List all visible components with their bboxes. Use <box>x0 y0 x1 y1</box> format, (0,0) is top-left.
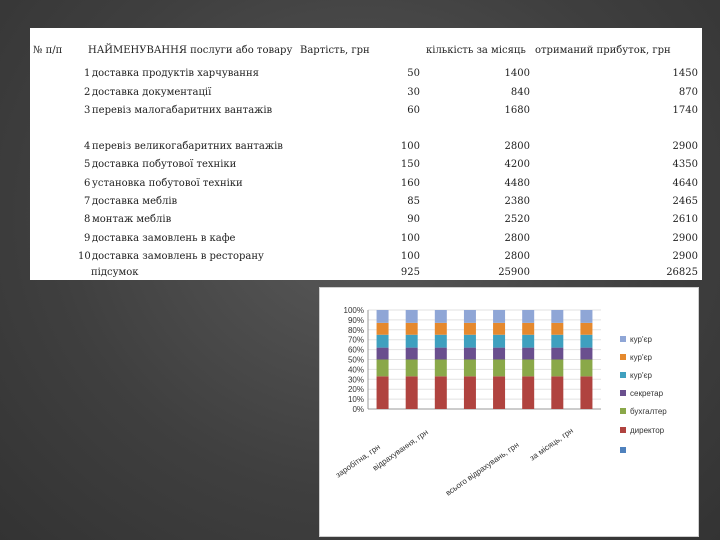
row-profit: 1740 <box>672 105 698 116</box>
legend-swatch <box>620 408 626 414</box>
row-name: доставка продуктів харчування <box>92 68 259 79</box>
row-num: 2 <box>84 87 91 98</box>
row-price: 90 <box>407 214 420 225</box>
legend-label: секретар <box>630 389 664 398</box>
bar-segment <box>551 348 563 360</box>
row-name: доставка меблів <box>92 196 178 207</box>
row-num: 4 <box>84 141 91 152</box>
bar-segment <box>435 323 447 335</box>
bar-segment <box>406 376 418 409</box>
row-profit: 2900 <box>672 251 698 262</box>
row-num: 7 <box>84 196 91 207</box>
row-qty: 2800 <box>504 251 530 262</box>
bar-segment <box>435 348 447 360</box>
legend-swatch <box>620 447 626 453</box>
bar-segment <box>435 360 447 377</box>
row-qty: 1680 <box>504 105 530 116</box>
legend-label: кур'єр <box>630 353 653 362</box>
row-qty: 840 <box>510 87 530 98</box>
row-profit: 2900 <box>672 233 698 244</box>
row-qty: 2800 <box>504 233 530 244</box>
bar-segment <box>551 376 563 409</box>
legend-label: кур'єр <box>630 335 653 344</box>
row-qty: 4200 <box>504 159 530 170</box>
header-profit: отриманий прибуток, грн <box>535 45 671 56</box>
header-name: НАЙМЕНУВАННЯ послуги або товару <box>88 45 293 56</box>
bar-segment <box>377 348 389 360</box>
bar-segment <box>580 348 592 360</box>
spreadsheet-table <box>30 28 702 280</box>
row-qty: 2520 <box>504 214 530 225</box>
bar-segment <box>522 335 534 348</box>
bar-segment <box>406 348 418 360</box>
row-qty: 2380 <box>504 196 530 207</box>
row-profit: 2465 <box>672 196 698 207</box>
bar-segment <box>406 335 418 348</box>
bar-segment <box>377 310 389 323</box>
bar-segment <box>580 310 592 323</box>
bar-segment <box>464 348 476 360</box>
row-qty: 1400 <box>504 68 530 79</box>
bar-segment <box>435 376 447 409</box>
legend-label: кур'єр <box>630 371 653 380</box>
bar-segment <box>464 376 476 409</box>
row-profit: 4350 <box>672 159 698 170</box>
legend-swatch <box>620 354 626 360</box>
bar-segment <box>406 323 418 335</box>
y-tick-label: 80% <box>347 325 364 335</box>
bar-segment <box>493 348 505 360</box>
y-tick-label: 60% <box>347 345 364 355</box>
bar-segment <box>580 360 592 377</box>
stacked-bar-chart <box>319 287 699 537</box>
row-num: 9 <box>84 233 91 244</box>
row-name: доставка документації <box>92 87 212 98</box>
bar-segment <box>464 323 476 335</box>
row-name: доставка побутової техніки <box>92 159 237 170</box>
bar-segment <box>580 376 592 409</box>
row-price: 150 <box>400 159 420 170</box>
bar-segment <box>464 335 476 348</box>
y-tick-label: 50% <box>347 355 364 365</box>
row-num: 3 <box>84 105 91 116</box>
bar-segment <box>377 360 389 377</box>
y-tick-label: 90% <box>347 315 364 325</box>
bar-segment <box>464 360 476 377</box>
bar-segment <box>580 323 592 335</box>
bar-segment <box>377 335 389 348</box>
row-name: перевіз малогабаритних вантажів <box>92 105 273 116</box>
x-category-label: заробітна, грн <box>333 442 382 480</box>
row-price: 60 <box>407 105 420 116</box>
y-tick-label: 10% <box>347 395 364 405</box>
header-price: Вартість, грн <box>300 45 370 56</box>
row-name: перевіз великогабаритних вантажів <box>92 141 283 152</box>
row-name: установка побутової техніки <box>92 178 243 189</box>
row-profit: 2900 <box>672 141 698 152</box>
row-price: 160 <box>400 178 420 189</box>
row-price: 100 <box>400 233 420 244</box>
row-name: доставка замовлень в кафе <box>92 233 236 244</box>
total-label: підсумок <box>91 267 139 278</box>
legend-swatch <box>620 372 626 378</box>
row-num: 8 <box>84 214 91 225</box>
row-profit: 2610 <box>672 214 698 225</box>
row-profit: 1450 <box>672 68 698 79</box>
total-profit: 26825 <box>666 267 698 278</box>
row-price: 100 <box>400 251 420 262</box>
row-name: монтаж меблів <box>92 214 172 225</box>
row-price: 100 <box>400 141 420 152</box>
row-name: доставка замовлень в ресторану <box>92 251 264 262</box>
y-tick-label: 40% <box>347 365 364 375</box>
x-category-label: за місяць, грн <box>527 426 575 463</box>
row-num: 6 <box>84 178 91 189</box>
bar-segment <box>522 360 534 377</box>
bar-segment <box>551 323 563 335</box>
y-tick-label: 100% <box>343 306 364 315</box>
bar-segment <box>522 348 534 360</box>
bar-segment <box>522 310 534 323</box>
y-tick-label: 70% <box>347 335 364 345</box>
row-num: 5 <box>84 159 91 170</box>
legend-swatch <box>620 336 626 342</box>
bar-segment <box>493 323 505 335</box>
bar-segment <box>493 335 505 348</box>
row-profit: 870 <box>678 87 698 98</box>
legend-label: бухгалтер <box>630 407 667 416</box>
legend-swatch <box>620 390 626 396</box>
total-qty: 25900 <box>498 267 530 278</box>
bar-segment <box>551 310 563 323</box>
bar-segment <box>406 360 418 377</box>
row-price: 30 <box>407 87 420 98</box>
header-qty: кількість за місяць <box>426 45 526 56</box>
bar-segment <box>435 310 447 323</box>
bar-segment <box>493 310 505 323</box>
legend-swatch <box>620 427 626 433</box>
chart-svg <box>320 288 700 538</box>
bar-segment <box>493 360 505 377</box>
y-tick-label: 20% <box>347 385 364 395</box>
bar-segment <box>377 376 389 409</box>
legend-label: директор <box>630 426 665 435</box>
row-price: 85 <box>407 196 420 207</box>
bar-segment <box>406 310 418 323</box>
row-num: 1 <box>84 68 91 79</box>
row-price: 50 <box>407 68 420 79</box>
header-num: № п/п <box>33 45 63 56</box>
bar-segment <box>377 323 389 335</box>
bar-segment <box>551 360 563 377</box>
bar-segment <box>551 335 563 348</box>
bar-segment <box>580 335 592 348</box>
row-num: 10 <box>78 251 91 262</box>
bar-segment <box>435 335 447 348</box>
row-qty: 4480 <box>504 178 530 189</box>
total-price: 925 <box>400 267 420 278</box>
y-tick-label: 30% <box>347 375 364 385</box>
bar-segment <box>464 310 476 323</box>
x-category-label: всього відрахувань, грн <box>443 440 521 498</box>
bar-segment <box>522 323 534 335</box>
row-profit: 4640 <box>672 178 698 189</box>
bar-segment <box>522 376 534 409</box>
row-qty: 2800 <box>504 141 530 152</box>
x-category-label: відрахування, грн <box>370 427 430 473</box>
bar-segment <box>493 376 505 409</box>
y-tick-label: 0% <box>352 405 364 414</box>
